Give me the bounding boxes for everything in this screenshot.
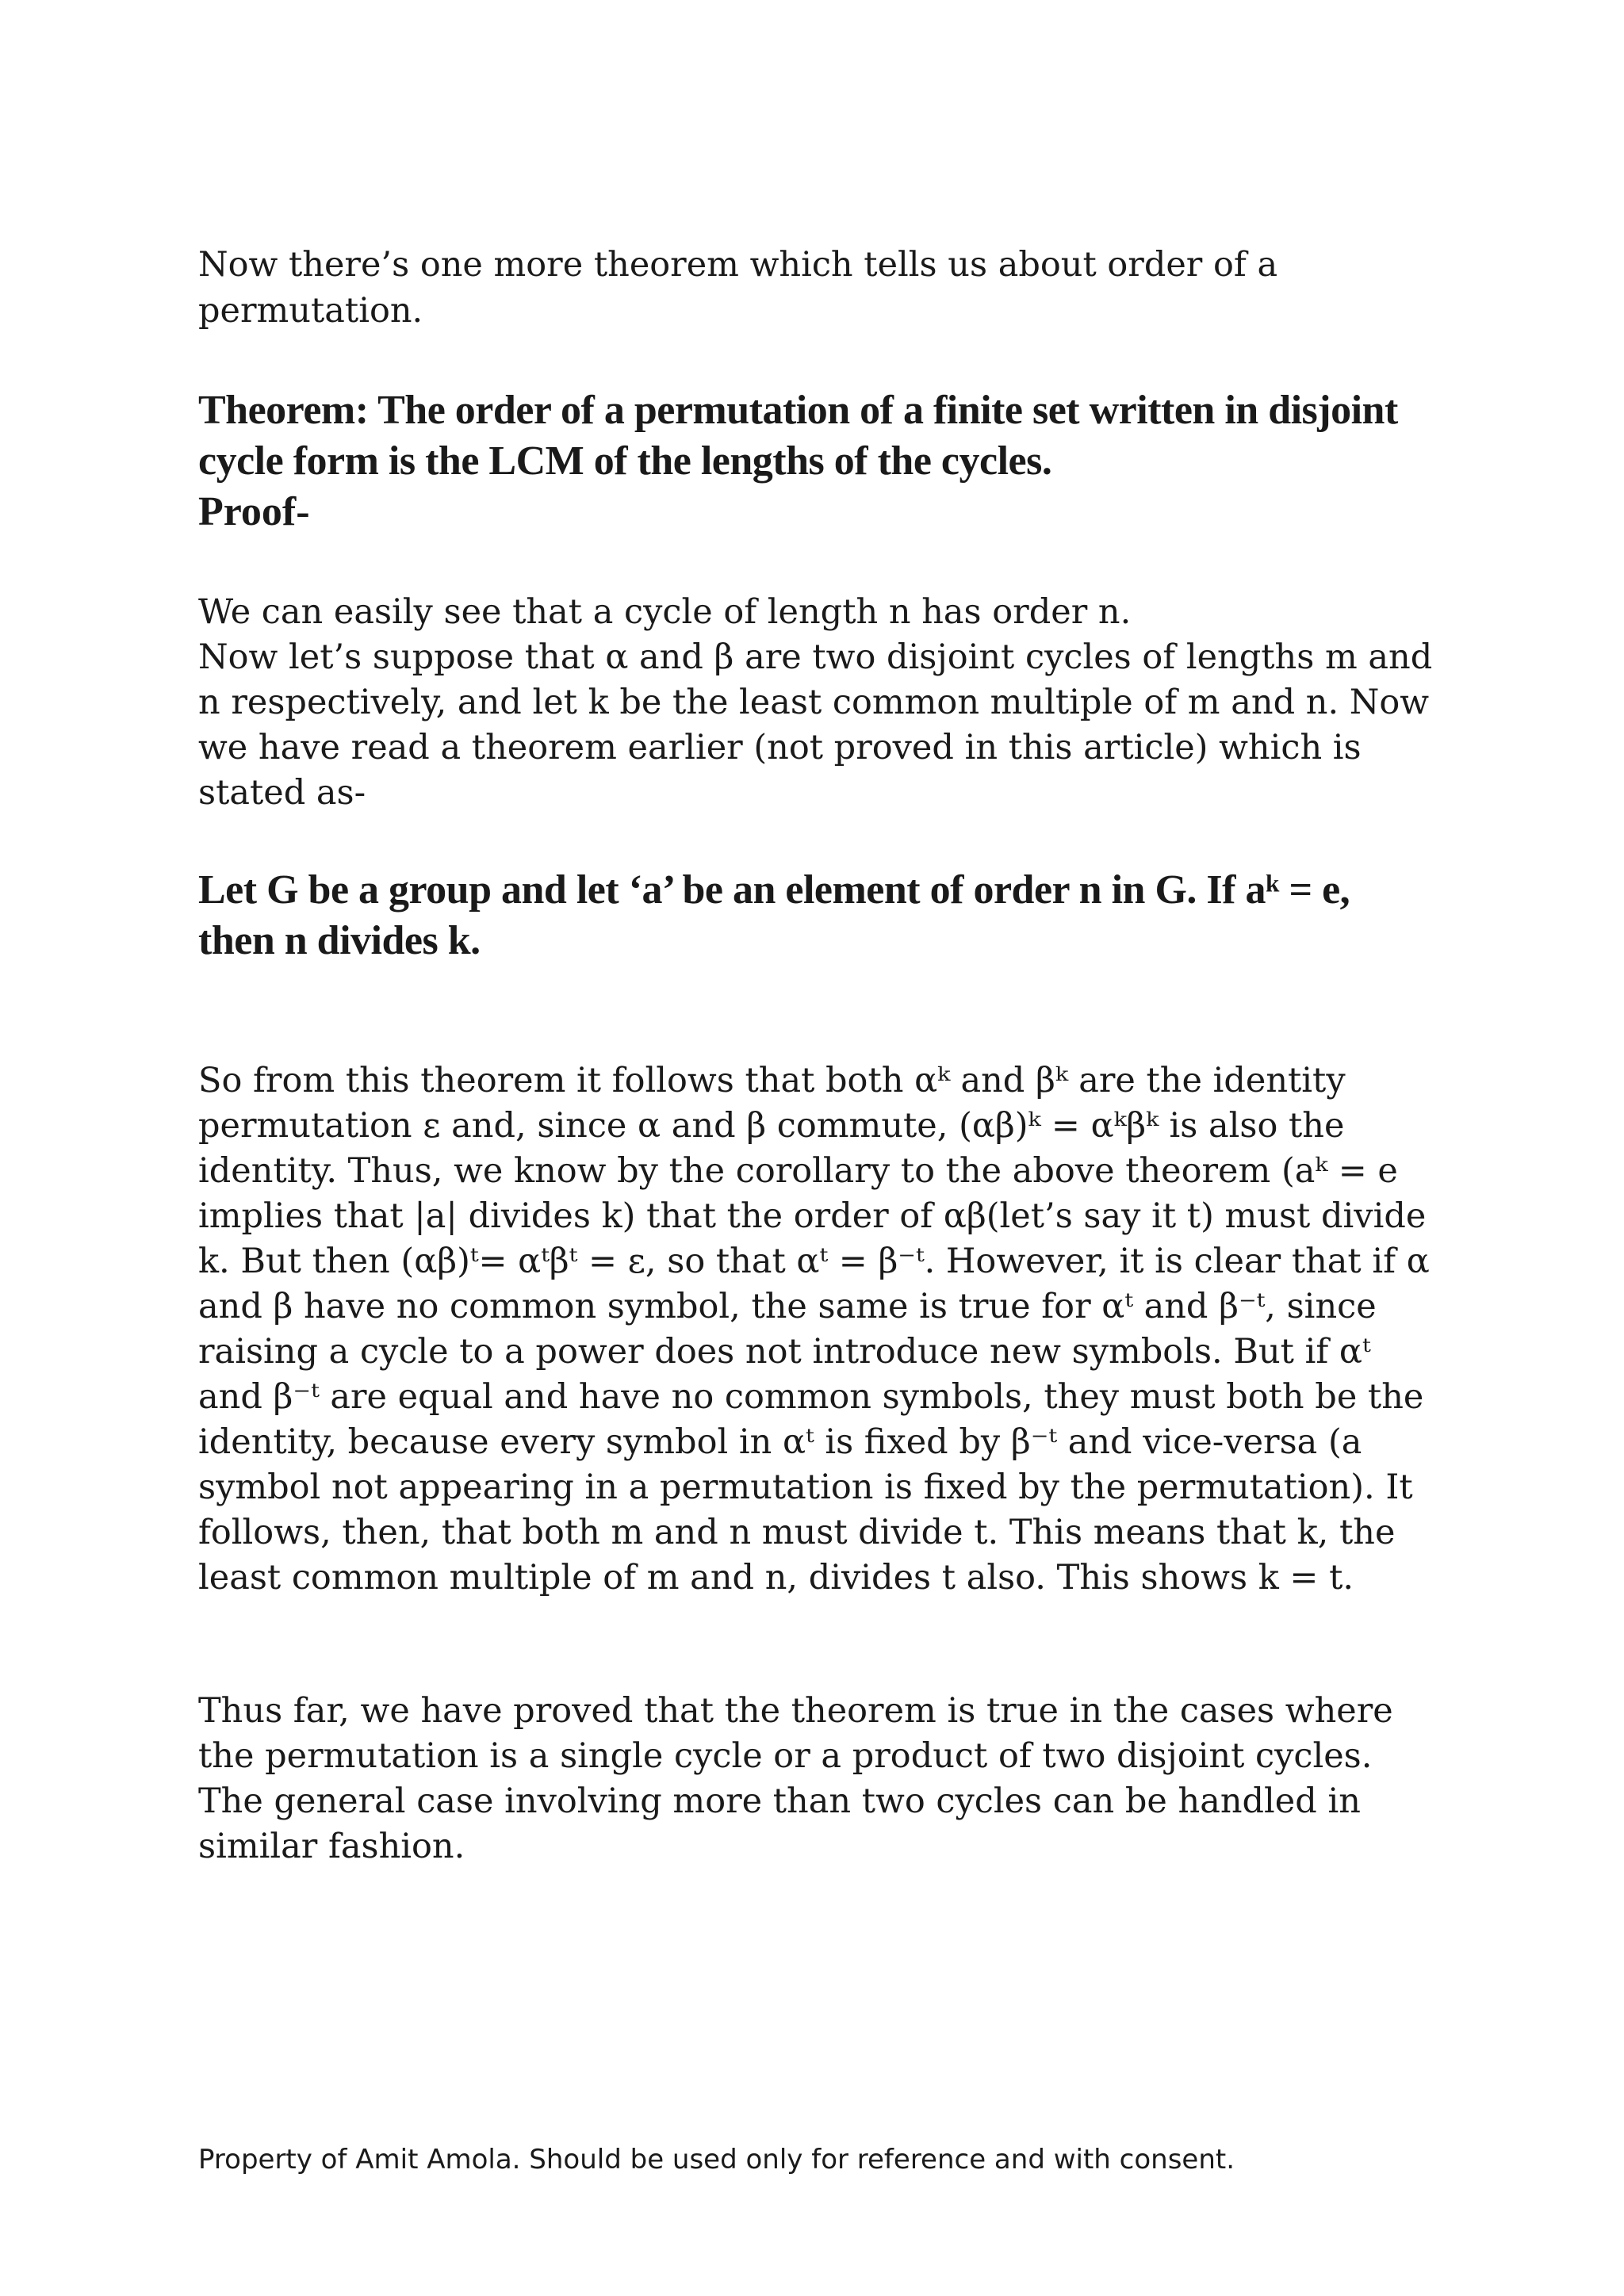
paragraph-conclusion: Thus far, we have proved that the theorem is true in the cases where the permutation is a single cycle or a product of two disjoint cycles. The general case involving more than two cycles can be handled in similar fashion. — [198, 1691, 1393, 1866]
proof-label: Proof- — [198, 489, 310, 534]
footer-notice: Property of Amit Amola. Should be used only for reference and with consent. — [198, 2144, 1235, 2175]
paragraph-proof-body: So from this theorem it follows that both αᵏ and βᵏ are the identity permutation ε and, since α and β commute, (αβ)ᵏ = αᵏβᵏ is also the identity. Thus, we know by the corollary to the above theorem (aᵏ = e implies that |a| divides k) that the order of αβ(let’s say it t) must divide k. But then (αβ)ᵗ= αᵗβᵗ = ε, so that αᵗ = β⁻ᵗ. However, it is clear that if α and β have no common symbol, the same is true for αᵗ and β⁻ᵗ, since raising a cycle to a power does not introduce new symbols. But if αᵗ and β⁻ᵗ are equal and have no common symbols, they must both be the identity, because every symbol in αᵗ is fixed by β⁻ᵗ and vice-versa (a symbol not appearing in a permutation is fixed by the permutation). It follows, then, that both m and n must divide t. This means that k, the least common multiple of m and n, divides t also. This shows k = t. — [198, 1061, 1430, 1598]
intro-text: Now there’s one more theorem which tells us about order of a permutation. — [198, 245, 1278, 331]
lemma-statement: Let G be a group and let ‘a’ be an element of order n in G. If aᵏ = e, then n divides k. — [198, 867, 1350, 963]
theorem-statement: Theorem: The order of a permutation of a finite set written in disjoint cycle form is the LCM of the lengths of the cycles. — [198, 388, 1398, 484]
paragraph-cycle-order: We can easily see that a cycle of length n has order n. Now let’s suppose that α and β are two disjoint cycles of lengths m and n respectively, and let k be the least common multiple of m and n. Now we have read a theorem earlier (not proved in this article) which is stated as- — [198, 592, 1433, 813]
